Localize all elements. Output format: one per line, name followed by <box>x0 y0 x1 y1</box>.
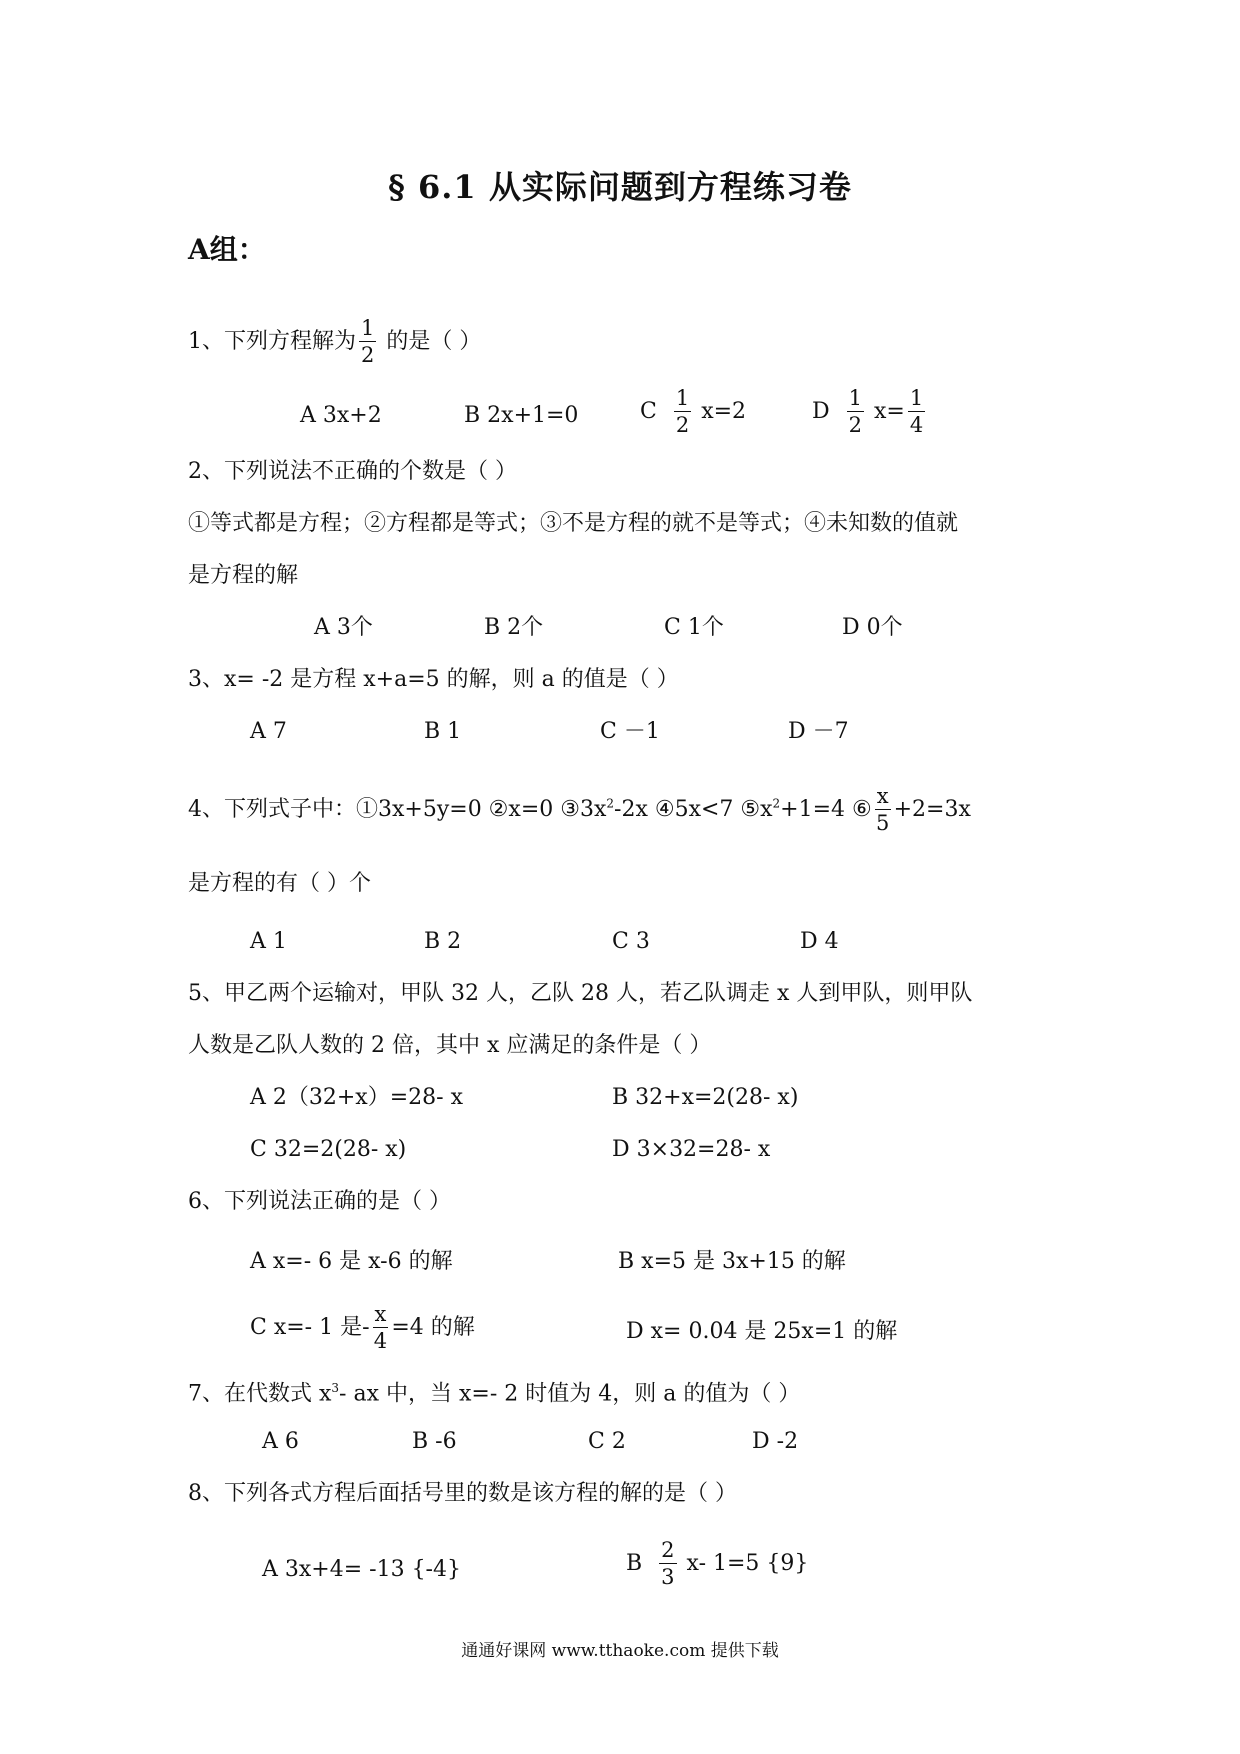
question-3-option-b: B 1 <box>424 719 462 744</box>
question-1-option-b: B 2x+1=0 <box>464 403 579 428</box>
question-1-stem: 1、下列方程解为 <box>188 329 356 354</box>
question-4-option-c: C 3 <box>612 929 650 954</box>
question-5-option-a: A 2（32+x）=28- x <box>250 1085 463 1110</box>
question-5-line1: 5、甲乙两个运输对，甲队 32 人，乙队 28 人，若乙队调走 x 人到甲队，则甲队 <box>188 981 973 1006</box>
question-4-option-d: D 4 <box>800 929 839 954</box>
question-3-option-c: C －1 <box>600 719 660 744</box>
question-2-option-b: B 2个 <box>484 615 544 640</box>
question-3-option-a: A 7 <box>250 719 287 744</box>
question-6-option-a: A x=- 6 是 x-6 的解 <box>250 1249 453 1274</box>
fraction: $\frac{1}{2}$ <box>361 316 375 367</box>
question-5-option-d: D 3×32=28- x <box>612 1137 771 1162</box>
question-7-option-b: B -6 <box>412 1429 457 1454</box>
fraction: $\frac{1}{4}$ <box>909 386 924 437</box>
question-1: 1、下列方程解为 $\frac{1}{2}$ 的是（ ） <box>188 316 482 367</box>
question-2-option-c: C 1个 <box>664 615 724 640</box>
question-2-stem: 2、下列说法不正确的个数是（ ） <box>188 459 517 484</box>
question-7-option-a: A 6 <box>262 1429 299 1454</box>
question-5-line2: 人数是乙队人数的 2 倍，其中 x 应满足的条件是（ ） <box>188 1033 712 1058</box>
question-4-option-a: A 1 <box>250 929 287 954</box>
group-heading: A组： <box>188 233 266 266</box>
question-8-option-b: B $\frac{2}{3}$ x- 1=5 {9} <box>626 1538 809 1589</box>
question-2-option-d: D 0个 <box>842 615 903 640</box>
question-7-option-d: D -2 <box>752 1429 799 1454</box>
fraction: $\frac{2}{3}$ <box>661 1538 675 1589</box>
question-6-stem: 6、下列说法正确的是（ ） <box>188 1189 451 1214</box>
question-4-stem: 4、下列式子中：①3x+5y=0 ②x=0 $③3x^2-2x$ ④5x<7 $⑤x^2+1=4$ ⑥ $\frac{x}{5}$ +2=3x <box>188 784 971 835</box>
question-6-option-b: B x=5 是 3x+15 的解 <box>618 1249 846 1274</box>
question-1-option-a: A 3x+2 <box>300 403 382 428</box>
question-5-option-b: B 32+x=2(28- x) <box>612 1085 799 1110</box>
question-8-option-a: A 3x+4= -13 {-4} <box>262 1557 461 1582</box>
fraction: $\frac{1}{2}$ <box>675 386 690 437</box>
question-2-text-line1: ①等式都是方程；②方程都是等式；③不是方程的就不是等式；④未知数的值就 <box>188 511 959 536</box>
question-1-option-d: D $\frac{1}{2}$ x= $\frac{1}{4}$ <box>812 386 924 437</box>
footer-source: 通通好课网 www.tthaoke.com 提供下载 <box>461 1641 779 1661</box>
question-5-option-c: C 32=2(28- x) <box>250 1137 407 1162</box>
question-4-line2: 是方程的有（ ）个 <box>188 871 371 896</box>
question-2-option-a: A 3个 <box>314 615 373 640</box>
question-7-option-c: C 2 <box>588 1429 626 1454</box>
question-1-option-c: C $\frac{1}{2}$ x=2 <box>640 386 747 437</box>
question-2-text-line2: 是方程的解 <box>188 563 299 588</box>
question-6-option-d: D x= 0.04 是 25x=1 的解 <box>626 1319 898 1344</box>
page-title: § 6.1 从实际问题到方程练习卷 <box>388 168 852 206</box>
fraction: $\frac{1}{2}$ <box>848 386 863 437</box>
question-3-option-d: D －7 <box>788 719 849 744</box>
question-7-stem: 7、在代数式 $x^3-$ ax 中，当 x=- 2 时值为 4，则 a 的值为（ ） <box>188 1381 801 1407</box>
fraction: $\frac{x}{4}$ <box>373 1302 388 1353</box>
question-8-stem: 8、下列各式方程后面括号里的数是该方程的解的是（ ） <box>188 1481 737 1506</box>
question-3-stem: 3、x= -2 是方程 x+a=5 的解，则 a 的值是（ ） <box>188 667 679 692</box>
question-6-option-c: C x=- 1 是- $\frac{x}{4}$ =4 的解 <box>250 1302 475 1353</box>
question-4-option-b: B 2 <box>424 929 462 954</box>
fraction: $\frac{x}{5}$ <box>875 784 890 835</box>
